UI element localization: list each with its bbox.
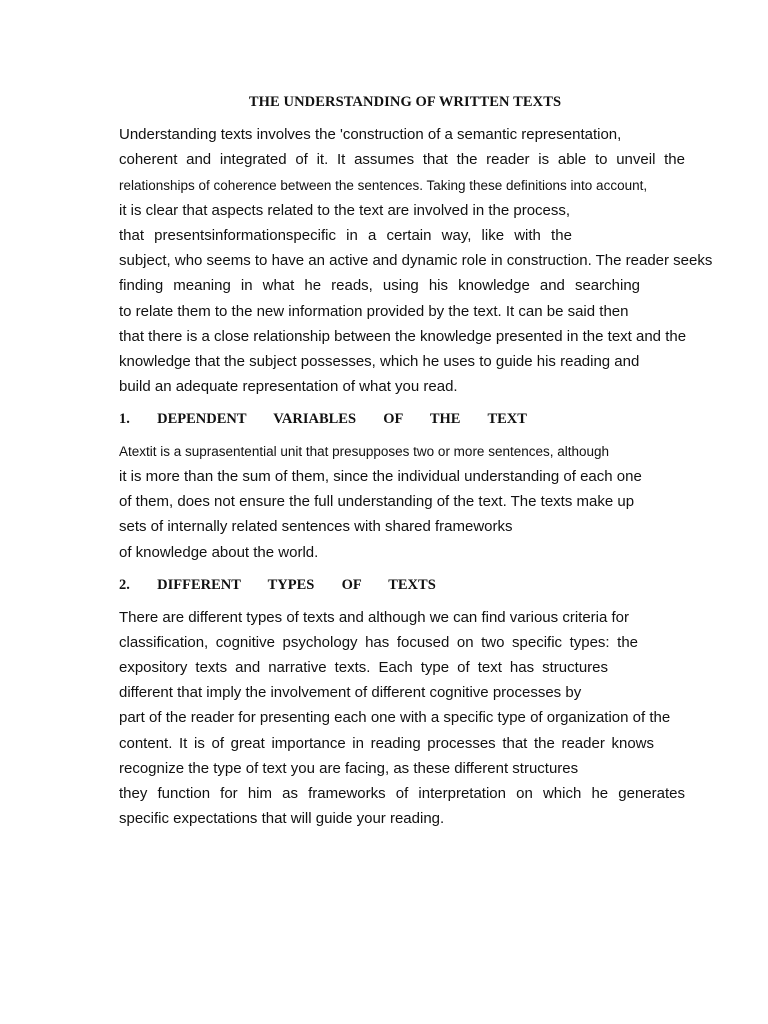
section-2-line-9: specific expectations that will guide your reading. — [119, 810, 445, 827]
intro-line-10: knowledge that the subject possesses, which he uses to guide his reading and — [119, 353, 640, 370]
section-2-line-7: recognize the type of text you are facing, as these different structures — [119, 760, 579, 777]
intro-line-9: that there is a close relationship between the knowledge presented in the text and the — [119, 328, 687, 345]
section-2-line-3: expository texts and narrative texts. Each type of text has structures — [119, 659, 608, 676]
section-1-heading: 1. DEPENDENT VARIABLES OF THE TEXT — [119, 411, 527, 427]
intro-line-1: Understanding texts involves the 'construction of a semantic representation, — [119, 126, 622, 143]
document-title: THE UNDERSTANDING OF WRITTEN TEXTS — [248, 94, 562, 110]
section-2-line-6: content. It is of great importance in reading processes that the reader knows — [119, 735, 654, 752]
section-2-line-2: classification, cognitive psychology has focused on two specific types: the — [119, 634, 638, 651]
section-2-heading: 2. DIFFERENT TYPES OF TEXTS — [119, 577, 436, 593]
intro-line-2: coherent and integrated of it. It assumes that the reader is able to unveil the — [119, 151, 685, 168]
section-2-line-1: There are different types of texts and although we can find various criteria for — [119, 609, 629, 626]
section-1-line-3: of them, does not ensure the full understanding of the text. The texts make up — [119, 493, 635, 510]
section-1-line-1: Atextit is a suprasentential unit that presupposes two or more sentences, although — [119, 444, 610, 459]
intro-line-3: relationships of coherence between the sentences. Taking these definitions into account, — [119, 178, 648, 193]
intro-line-8: to relate them to the new information provided by the text. It can be said then — [119, 303, 629, 320]
section-1-line-5: of knowledge about the world. — [119, 544, 319, 561]
intro-line-7: finding meaning in what he reads, using his knowledge and searching — [119, 277, 640, 294]
intro-line-11: build an adequate representation of what you read. — [119, 378, 458, 395]
section-2-line-5: part of the reader for presenting each one with a specific type of organization of the — [119, 709, 671, 726]
section-1-line-4: sets of internally related sentences with shared frameworks — [119, 518, 513, 535]
intro-line-4: it is clear that aspects related to the text are involved in the process, — [119, 202, 571, 219]
section-2-line-8: they function for him as frameworks of interpretation on which he generates — [119, 785, 685, 802]
intro-line-5: that presentsinformationspecific in a certain way, like with the — [119, 227, 572, 244]
intro-line-6: subject, who seems to have an active and dynamic role in construction. The reader seeks — [119, 252, 713, 269]
section-1-line-2: it is more than the sum of them, since the individual understanding of each one — [119, 468, 642, 485]
section-2-line-4: different that imply the involvement of different cognitive processes by — [119, 684, 582, 701]
